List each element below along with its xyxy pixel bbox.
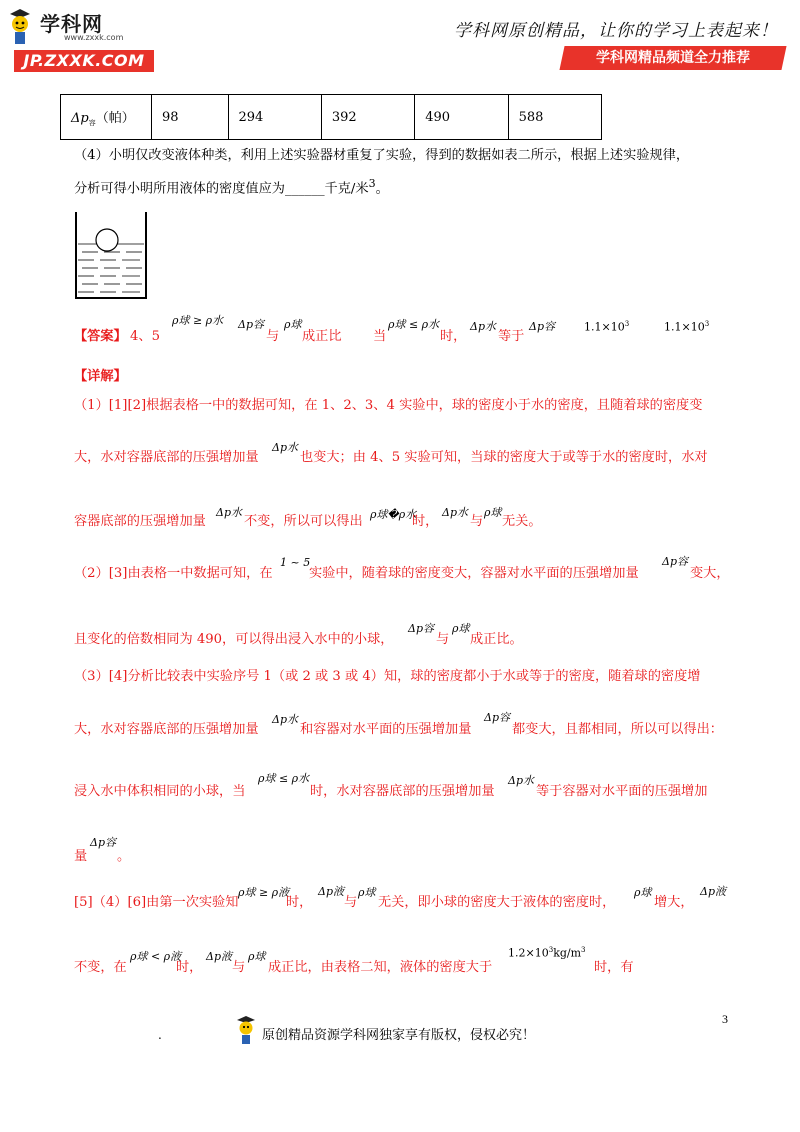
question4-text: 分析可得小明所用液体的密度值应为______千克/米 [74, 181, 369, 197]
detail-p2-line2b: 与 [436, 632, 450, 647]
formula-dp-water: Δp水 [272, 441, 298, 454]
formula-rho-ball: ρ球 [634, 886, 652, 899]
formula-rho-ball: ρ球 [358, 886, 376, 899]
formula-rho-ball: ρ球 [484, 506, 502, 519]
logo-text: 学科网 [40, 12, 103, 36]
formula-dp-water: Δp水 [272, 713, 298, 726]
detail-p1-line3d: 与 [470, 514, 484, 529]
detail-p2-line2a: 且变化的倍数相同为 490，可以得出浸入水中的小球， [74, 632, 394, 647]
detail-p3-line2a: 大，水对容器底部的压强增加量 [74, 722, 259, 737]
question4-end: 。 [375, 181, 389, 197]
formula-dp-water: Δp水 [216, 506, 242, 519]
detail-p1-line3c: 时， [412, 514, 439, 529]
formula-answer5: Δp水 [470, 320, 496, 333]
table-row-label [61, 95, 152, 140]
table-row [61, 95, 602, 140]
formula-rho-ball: ρ球 [248, 950, 266, 963]
formula-dp-water: Δp水 [442, 506, 468, 519]
detail-p3-line4b: 。 [117, 849, 131, 864]
detail-p2-line1b: 实验中，随着球的密度变大，容器对水平面的压强增加量 [309, 566, 639, 581]
footer-mascot-icon [234, 1015, 258, 1045]
detail-p1-line2a: 大，水对容器底部的压强增加量 [74, 450, 259, 465]
delta-p-subscript: 容 [88, 118, 96, 127]
formula-dp-cont: Δp容 [408, 622, 434, 635]
formula-density-value [508, 946, 586, 960]
logo-bar: JP.ZXXK.COM [14, 50, 154, 72]
detail-label: 【详解】 [74, 369, 127, 384]
formula-answer1: ρ球 ≥ ρ水 [172, 314, 224, 327]
table-cell: 490 [415, 95, 508, 140]
density-value-unit: kg/m [553, 946, 582, 960]
formula-answer3: ρ球 [284, 318, 302, 331]
answer-label: 【答案】 [74, 329, 127, 344]
answer-value2 [664, 320, 709, 334]
answer-text: 当 [373, 329, 387, 344]
answer-value2-base: 1.1×10 [664, 320, 705, 334]
header-banner [559, 46, 786, 70]
answer-text: 时， [440, 329, 467, 344]
header-slogan: 学科网原创精品，让你的学习上表起来！ [454, 21, 778, 41]
logo-url-small: www.zxxk.com [64, 33, 124, 42]
answer-text: 成正比 [302, 329, 342, 344]
unit-label: （帕） [95, 110, 135, 126]
formula-rho-lt-liq: ρ球 < ρ液 [130, 950, 182, 963]
detail-p4-line2a: 不变，在 [74, 960, 127, 975]
density-value-base: 1.2×10 [508, 946, 549, 960]
floating-ball [96, 229, 118, 251]
answer-value2-sup: 3 [704, 320, 710, 328]
answer-value1 [584, 320, 629, 334]
detail-p4-line1a: [5]（4）[6]由第一次实验知 [74, 895, 239, 910]
beaker-diagram [74, 208, 148, 300]
detail-p4-line1e: 增大， [654, 895, 694, 910]
formula-rho-garbled: ρ球�ρ水 [370, 508, 417, 521]
detail-p3-line2b: 和容器对水平面的压强增加量 [300, 722, 472, 737]
footer-copyright: 原创精品资源学科网独家享有版权，侵权必究！ [262, 1028, 536, 1043]
detail-p4-line2f: 时，有 [594, 960, 634, 975]
table-cell: 588 [508, 95, 601, 140]
table-cell: 98 [152, 95, 229, 140]
formula-dp-liq: Δp液 [700, 885, 726, 898]
formula-answer4: ρ球 ≤ ρ水 [388, 318, 440, 331]
detail-p1-line1: （1）[1][2]根据表格一中的数据可知，在 1、2、3、4 实验中，球的密度小于水的密度，且随着球的密度变 [74, 398, 703, 413]
table-cell: 294 [228, 95, 321, 140]
detail-p1-line3a: 容器底部的压强增加量 [74, 514, 206, 529]
table-cell: 392 [321, 95, 414, 140]
detail-p3-line3c: 等于容器对水平面的压强增加 [536, 784, 708, 799]
detail-p1-line3e: 无关。 [502, 514, 542, 529]
answer-text: 4、5 [130, 329, 160, 344]
beaker-water [78, 244, 144, 292]
detail-p3-line1: （3）[4]分析比较表中实验序号 1（或 2 或 3 或 4）知，球的密度都小于水或等于的密度，随着球的密度增 [74, 669, 701, 684]
detail-p2-line2c: 成正比。 [470, 632, 523, 647]
formula-answer6: Δp容 [529, 320, 555, 333]
formula-rho-ball-le-water: ρ球 ≤ ρ水 [258, 772, 310, 785]
formula-rho-ge-liq: ρ球 ≥ ρ液 [238, 886, 290, 899]
formula-dp-cont: Δp容 [484, 711, 510, 724]
answer-text: 等于 [498, 329, 525, 344]
formula-answer2: Δp容 [238, 318, 264, 331]
detail-p3-line3b: 时，水对容器底部的压强增加量 [310, 784, 495, 799]
footer-dot: . [158, 1028, 162, 1042]
mascot-logo-icon [6, 8, 34, 48]
formula-dp-liq: Δp液 [206, 950, 232, 963]
detail-p1-line3b: 不变，所以可以得出 [244, 514, 363, 529]
detail-p4-line2d: 成正比，由表格二知，液体的密度大于 [268, 960, 493, 975]
detail-p3-line4a: 量 [74, 849, 88, 864]
formula-rho-ball: ρ球 [452, 622, 470, 635]
answer-value1-base: 1.1×10 [584, 320, 625, 334]
formula-range: 1 ~ 5 [280, 556, 311, 569]
data-table [60, 94, 602, 140]
question4-line1: （4）小明仅改变液体种类，利用上述实验器材重复了实验，得到的数据如表二所示，根据上述实验规律， [74, 148, 690, 163]
formula-dp-cont: Δp容 [90, 836, 116, 849]
page-number: 3 [722, 1012, 728, 1026]
density-value-unit-sup: 3 [581, 946, 586, 954]
detail-p2-line1a: （2）[3]由表格一中数据可知，在 [74, 566, 273, 581]
density-value-sup: 3 [548, 946, 554, 954]
header-banner-label: 学科网精品频道全力推荐 [596, 50, 750, 66]
question4-line2 [74, 174, 389, 199]
detail-p4-line2c: 与 [232, 960, 246, 975]
detail-p3-line2c: 都变大，且都相同，所以可以得出： [512, 722, 723, 737]
formula-dp-cont: Δp容 [662, 555, 688, 568]
delta-p-symbol: Δp [71, 110, 89, 126]
detail-p4-line1b: 时， [286, 895, 313, 910]
detail-p2-line1c: 变大， [690, 566, 730, 581]
detail-p3-line3a: 浸入水中体积相同的小球，当 [74, 784, 246, 799]
formula-dp-liq: Δp液 [318, 885, 344, 898]
detail-p4-line1c: 与 [344, 895, 358, 910]
detail-p4-line2b: 时， [176, 960, 203, 975]
answer-text: 与 [266, 329, 280, 344]
question4-sup: 3 [368, 177, 376, 190]
detail-p4-line1d: 无关，即小球的密度大于液体的密度时， [378, 895, 616, 910]
detail-p1-line2b: 也变大；由 4、5 实验可知，当球的密度大于或等于水的密度时，水对 [300, 450, 708, 465]
formula-dp-water: Δp水 [508, 774, 534, 787]
answer-value1-sup: 3 [624, 320, 630, 328]
beaker-outline [76, 212, 146, 298]
